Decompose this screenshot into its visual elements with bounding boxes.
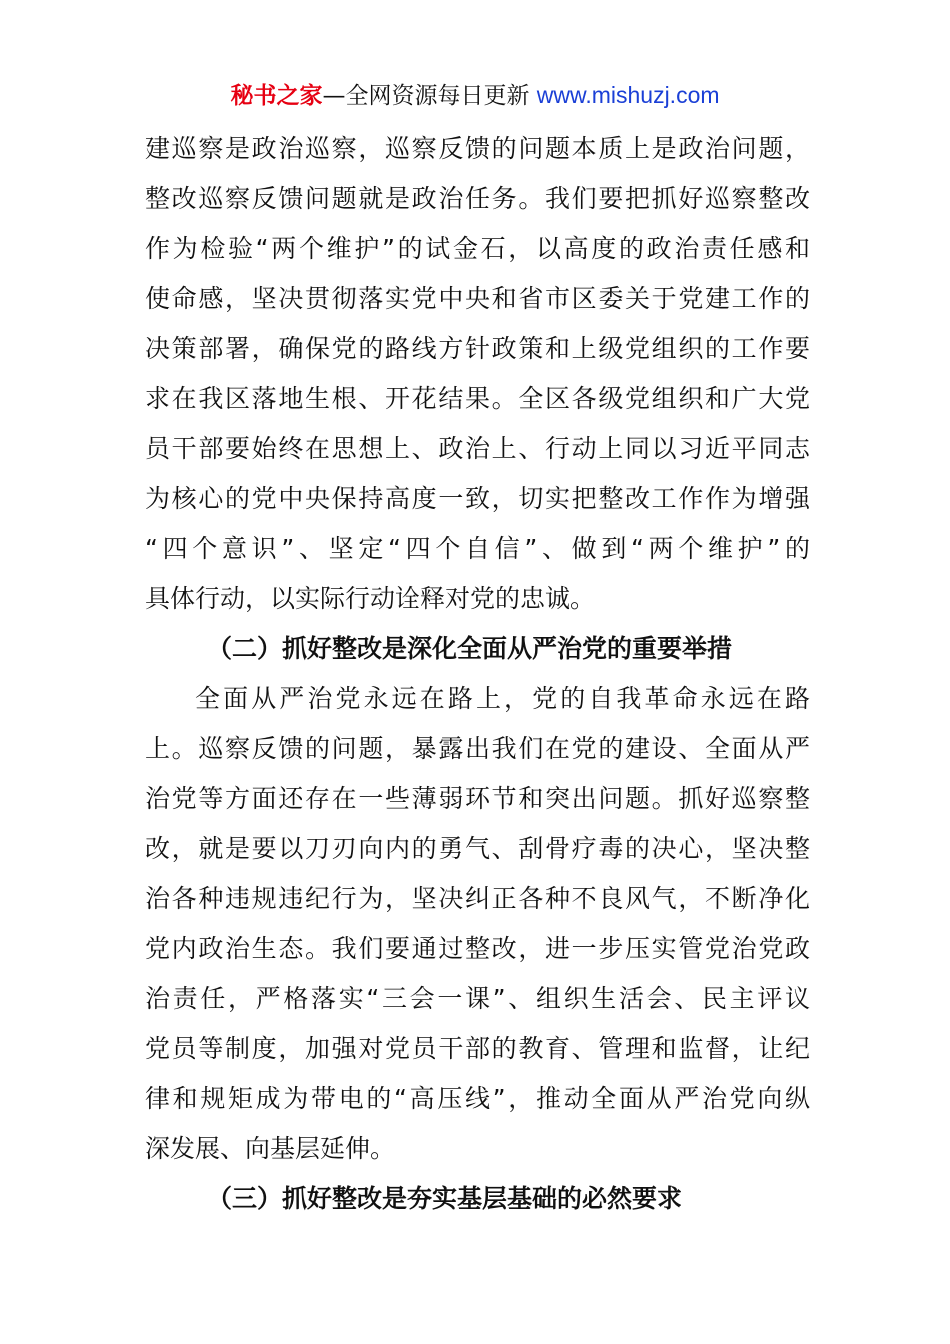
text-line: 整改巡察反馈问题就是政治任务。我们要把抓好巡察整改 (145, 184, 810, 213)
text-line: 治党等方面还存在一些薄弱环节和突出问题。抓好巡察整 (145, 784, 810, 813)
text-line: 党内政治生态。我们要通过整改，进一步压实管党治党政 (145, 934, 810, 963)
text-line: 使命感，坚决贯彻落实党中央和省市区委关于党建工作的 (145, 284, 810, 313)
text-line: 为核心的党中央保持高度一致，切实把整改工作作为增强 (145, 484, 810, 513)
text-line: 员干部要始终在思想上、政治上、行动上同以习近平同志 (145, 434, 810, 463)
text-line: 决策部署，确保党的路线方针政策和上级党组织的工作要 (145, 334, 810, 363)
site-header (0, 80, 950, 111)
brand-name: 秘书之家 (230, 83, 323, 109)
text-line: 求在我区落地生根、开花结果。全区各级党组织和广大党 (145, 384, 810, 413)
text-line-last: 具体行动，以实际行动诠释对党的忠诚。 (145, 584, 596, 613)
text-line: 治各种违规违纪行为，坚决纠正各种不良风气，不断净化 (145, 884, 810, 913)
text-line: 治责任，严格落实“三会一课”、组织生活会、民主评议 (145, 984, 810, 1013)
header-tagline: —全网资源每日更新 (322, 83, 530, 109)
site-url[interactable]: www.mishuzj.com (536, 82, 720, 108)
document-body (145, 124, 810, 1224)
text-line: 上。巡察反馈的问题，暴露出我们在党的建设、全面从严 (145, 734, 810, 763)
text-line: 改，就是要以刀刃向内的勇气、刮骨疗毒的决心，坚决整 (145, 834, 810, 863)
section-heading-2: （二）抓好整改是深化全面从严治党的重要举措 (207, 634, 733, 663)
text-line: 作为检验“两个维护”的试金石，以高度的政治责任感和 (145, 234, 810, 263)
text-line-indented: 全面从严治党永远在路上，党的自我革命永远在路 (195, 684, 810, 713)
text-line-last: 深发展、向基层延伸。 (145, 1134, 396, 1163)
text-line: 建巡察是政治巡察，巡察反馈的问题本质上是政治问题， (145, 134, 810, 163)
text-line: 律和规矩成为带电的“高压线”，推动全面从严治党向纵 (145, 1084, 810, 1113)
section-heading-3: （三）抓好整改是夯实基层基础的必然要求 (207, 1184, 683, 1213)
text-line: 党员等制度，加强对党员干部的教育、管理和监督，让纪 (145, 1034, 810, 1063)
paragraph-2 (145, 674, 810, 1174)
text-line: “四个意识”、坚定“四个自信”、做到“两个维护”的 (145, 534, 810, 563)
paragraph-1 (145, 124, 810, 624)
